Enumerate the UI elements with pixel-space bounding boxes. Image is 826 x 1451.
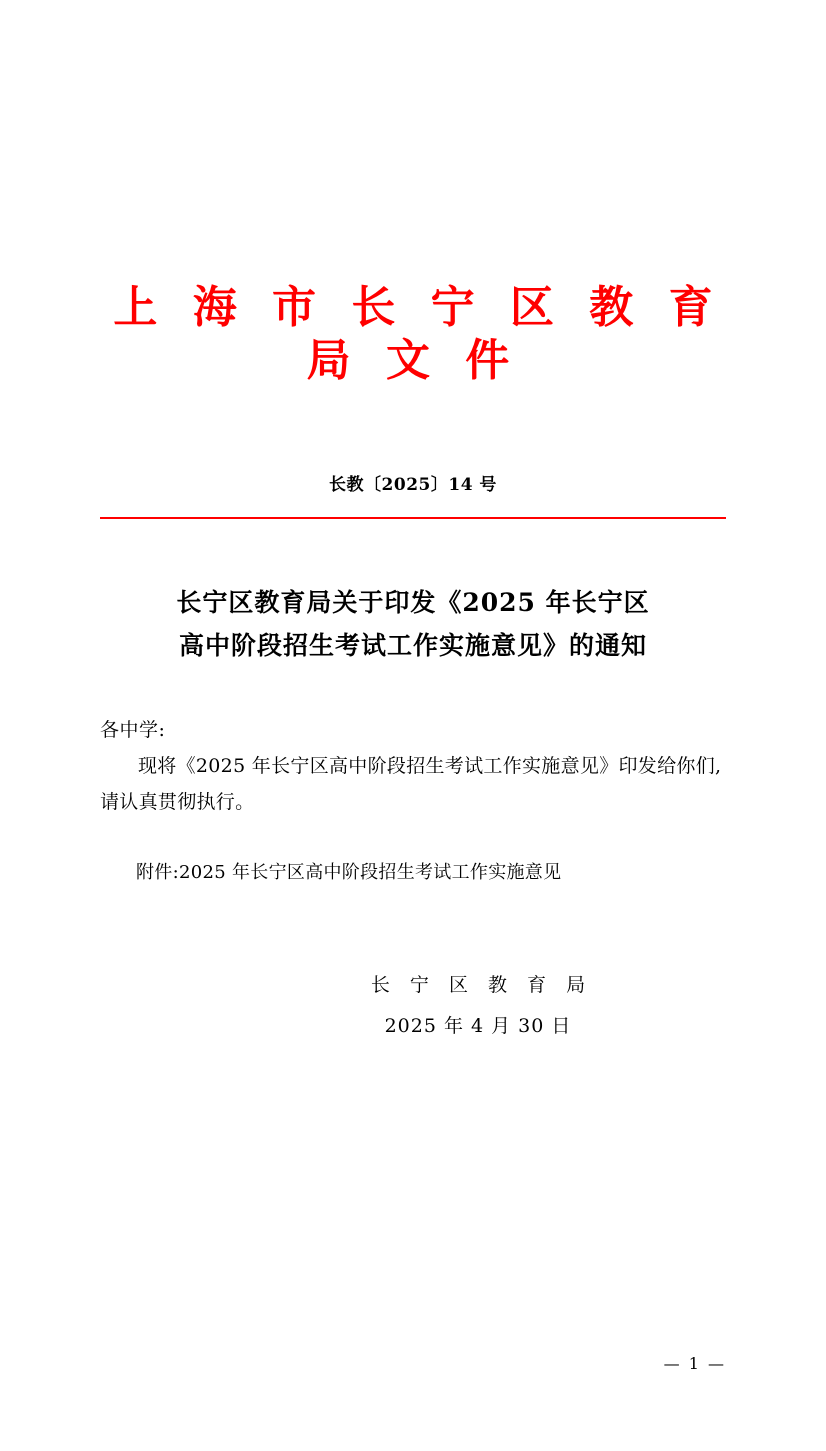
page-number: — 1 — [663,1354,726,1373]
document-title [100,581,726,669]
attachment-line: 附件:2025 年长宁区高中阶段招生考试工作实施意见 [136,862,562,884]
document-page [0,282,826,1451]
document-number: 长教〔2025〕14 号 [329,474,497,495]
signature-block [100,970,726,1038]
signature-organization: 长 宁 区 教 育 局 [370,974,593,997]
red-divider-rule [100,517,726,519]
body-paragraph: 现将《2025 年长宁区高中阶段招生考试工作实施意见》印发给你们,请认真贯彻执行。 [100,755,722,814]
salutation: 各中学: [100,719,166,742]
document-title-line-2: 高中阶段招生考试工作实施意见》的通知 [178,631,647,661]
document-title-line-1: 长宁区教育局关于印发《2025 年长宁区 [176,587,650,617]
signature-date: 2025 年 4 月 30 日 [384,1015,572,1038]
document-masthead: 上 海 市 长 宁 区 教 育 局 文 件 [113,282,723,386]
